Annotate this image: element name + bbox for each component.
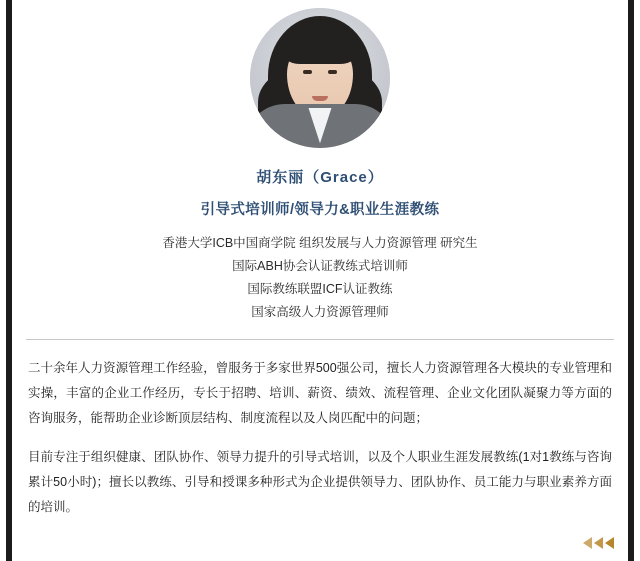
- credential-item: 国际教练联盟ICF认证教练: [247, 282, 393, 296]
- chevron-right-icon: [605, 537, 614, 549]
- biography-text: [28, 356, 612, 520]
- credentials-list: [12, 232, 628, 324]
- credential-item: 国际ABH协会认证教练式培训师: [232, 259, 408, 273]
- chevron-right-icon: [583, 537, 592, 549]
- chevron-right-icon: [594, 537, 603, 549]
- portrait-bangs: [281, 34, 359, 64]
- instructor-name: 胡东丽（Grace）: [256, 169, 384, 186]
- biography-paragraph: 二十余年人力资源管理工作经验，曾服务于多家世界500强公司，擅长人力资源管理各大模块的专业管理和实操，丰富的企业工作经历，专长于招聘、培训、薪资、绩效、流程管理、企业文化团队凝聚力等方面的咨询服务，能帮助企业诊断顶层结构、制度流程以及人岗匹配中的问题；: [28, 361, 612, 425]
- portrait-eye-left: [303, 70, 312, 74]
- portrait-container: [12, 0, 628, 148]
- instructor-role: 引导式培训师/领导力&职业生涯教练: [200, 202, 440, 218]
- credential-item: 香港大学ICB中国商学院 组织发展与人力资源管理 研究生: [162, 236, 478, 250]
- instructor-portrait-image: [250, 8, 390, 148]
- section-divider: [26, 339, 614, 340]
- portrait-mouth: [312, 96, 328, 101]
- slide-right-edge: [628, 0, 634, 561]
- slide-content: [12, 0, 628, 561]
- credential-item: 国家高级人力资源管理师: [251, 305, 389, 319]
- biography-paragraph: 目前专注于组织健康、团队协作、领导力提升的引导式培训，以及个人职业生涯发展教练(1对1教练与咨询累计50小时)；擅长以教练、引导和授课多种形式为企业提供领导力、团队协作、员工能力与职业素养方面的培训。: [28, 450, 612, 514]
- next-slide-arrows[interactable]: [583, 537, 614, 549]
- portrait-eye-right: [328, 70, 337, 74]
